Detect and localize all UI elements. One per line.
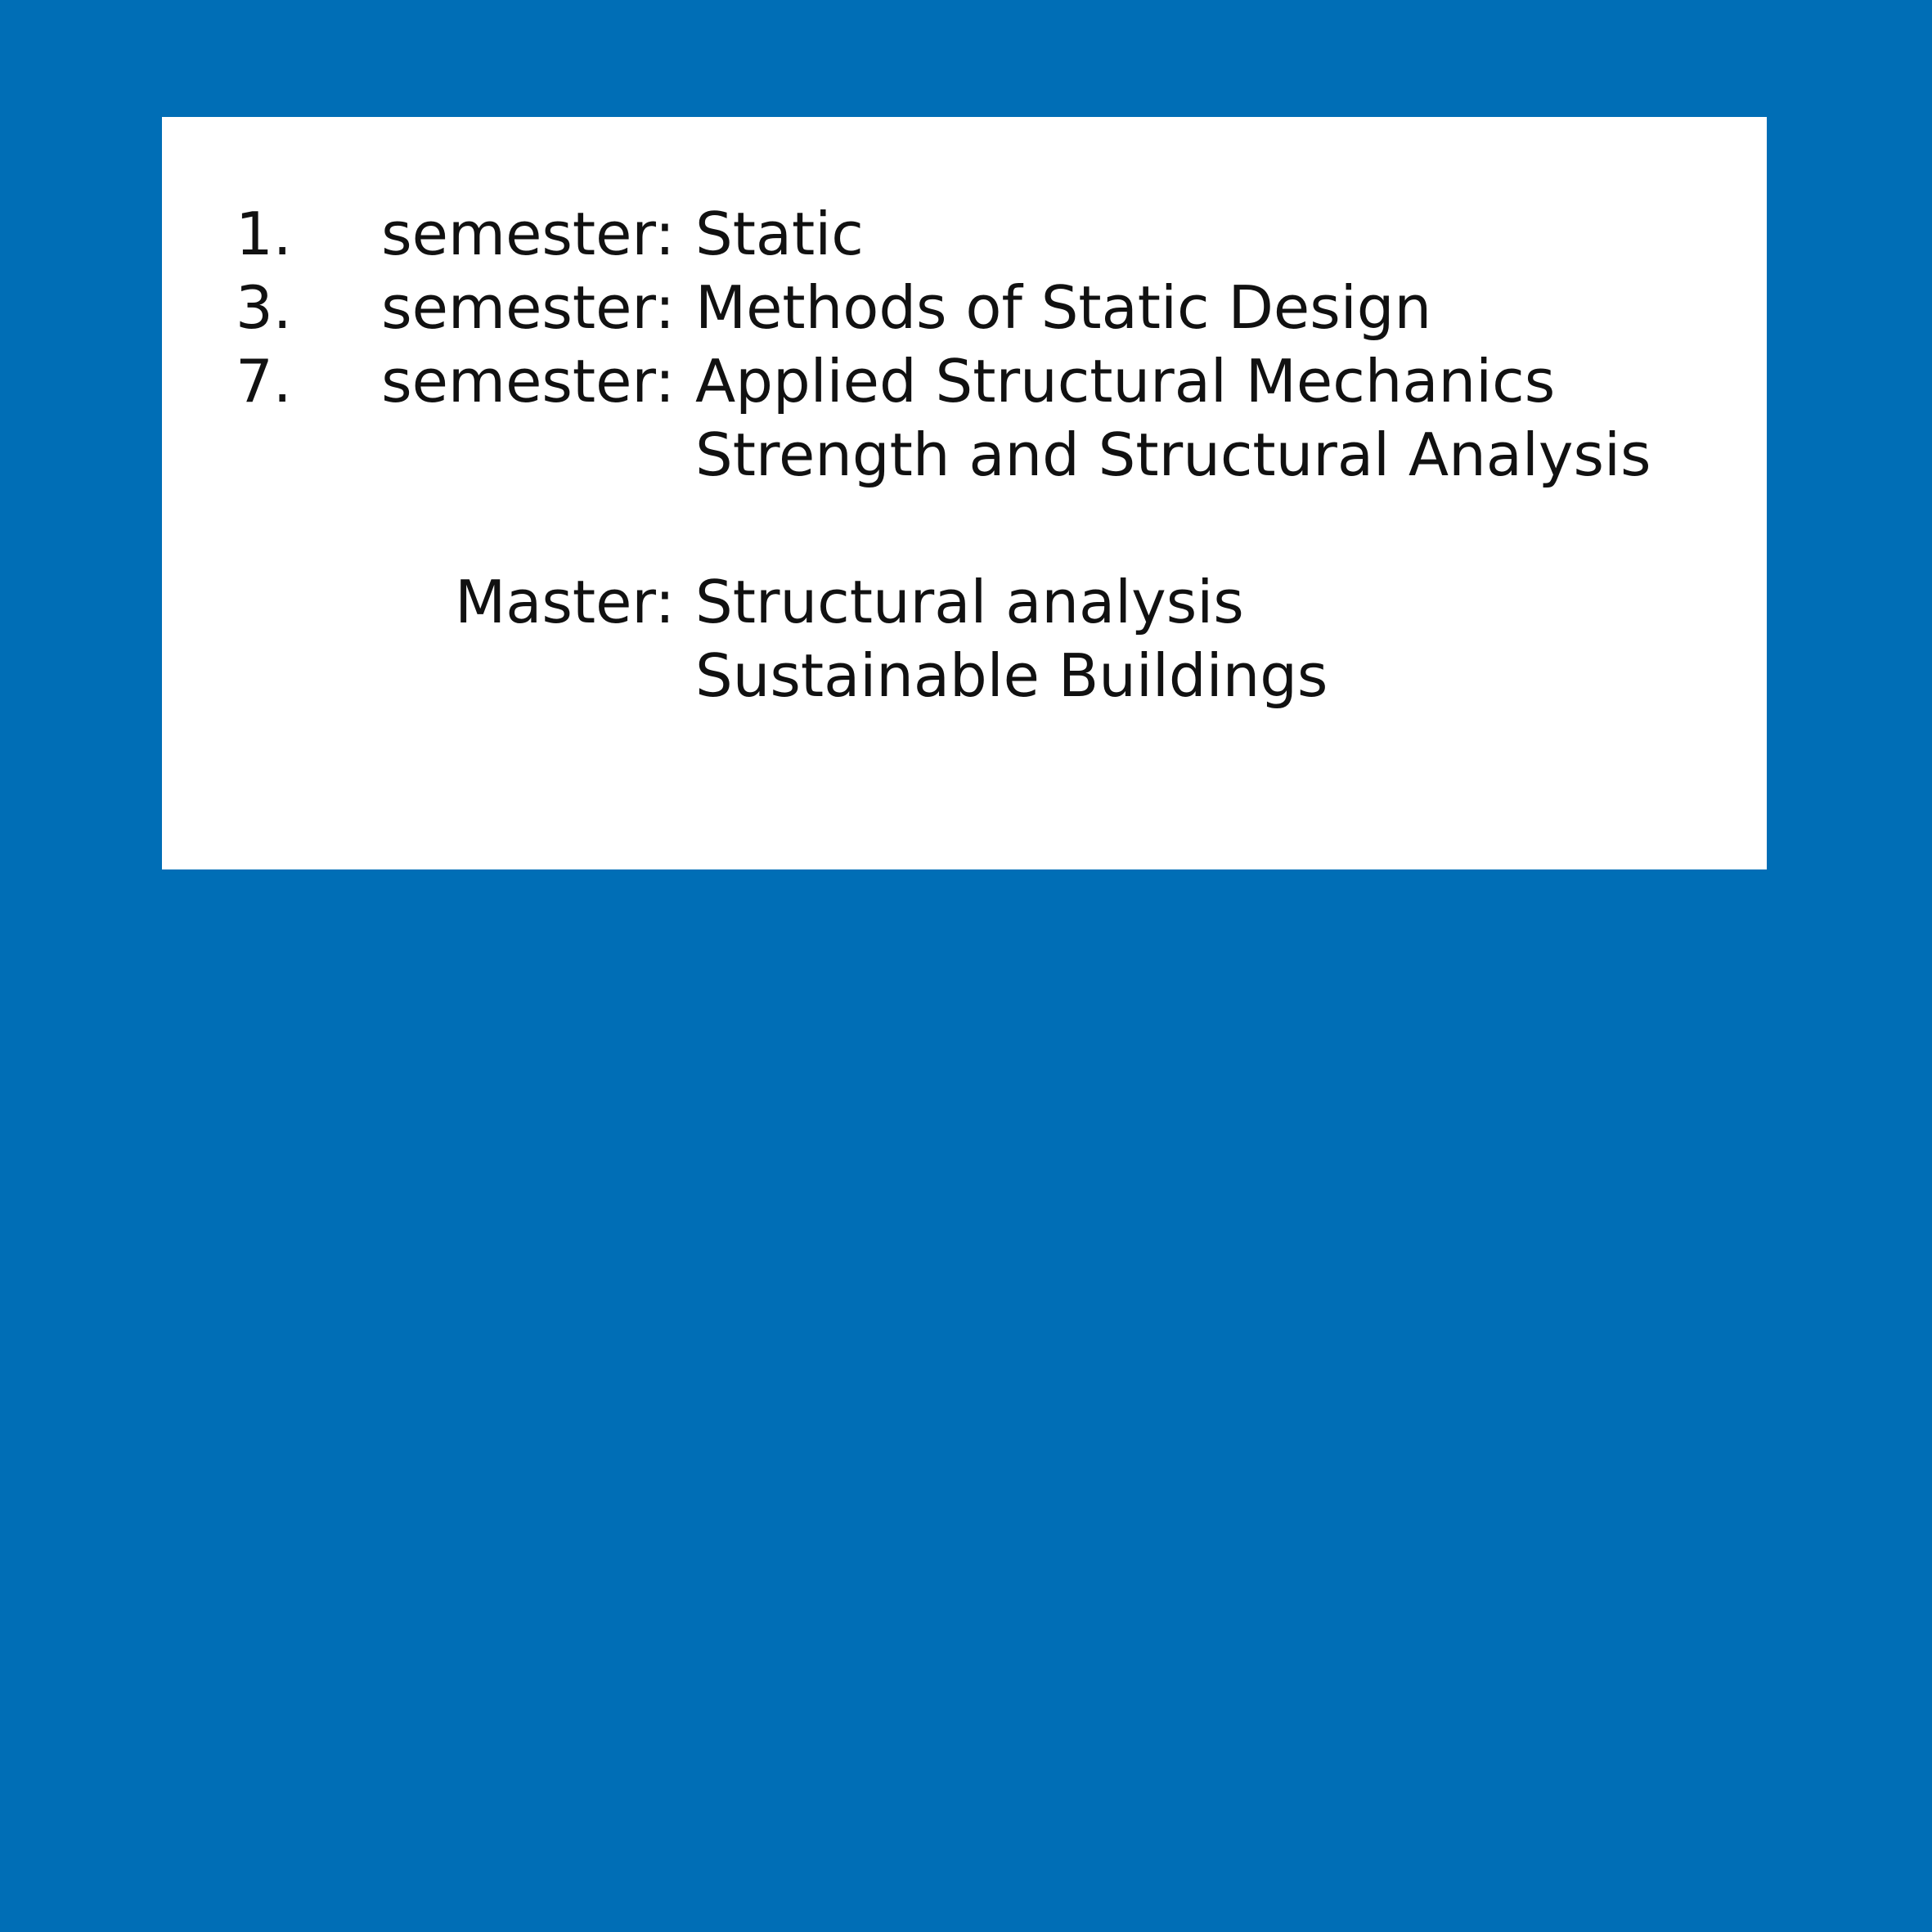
semester-label: semester: [381, 347, 675, 416]
semester-row-7 [236, 344, 1651, 418]
master-label: Master: [455, 568, 675, 636]
semester-row-7-continued [236, 418, 1651, 492]
course-name: Methods of Static Design [695, 273, 1432, 342]
spacer [236, 639, 675, 712]
semester-label: semester: [381, 200, 675, 268]
course-name: Static [695, 200, 864, 268]
semester-number: 7. [236, 347, 292, 416]
master-row [236, 565, 1651, 639]
course-name: Sustainable Buildings [695, 641, 1328, 710]
semester-number: 1. [236, 200, 292, 268]
course-name: Strength and Structural Analysis [695, 420, 1651, 489]
semester-row-1 [236, 197, 1651, 271]
semester-label: semester: [381, 273, 675, 342]
course-card [162, 117, 1767, 869]
course-list [236, 197, 1651, 712]
course-name: Structural analysis [695, 568, 1244, 636]
master-row-continued [236, 639, 1651, 712]
course-name: Applied Structural Mechanics [695, 347, 1556, 416]
spacer [236, 418, 675, 492]
blank-row [236, 492, 1651, 565]
semester-row-3 [236, 271, 1651, 344]
semester-number: 3. [236, 273, 292, 342]
